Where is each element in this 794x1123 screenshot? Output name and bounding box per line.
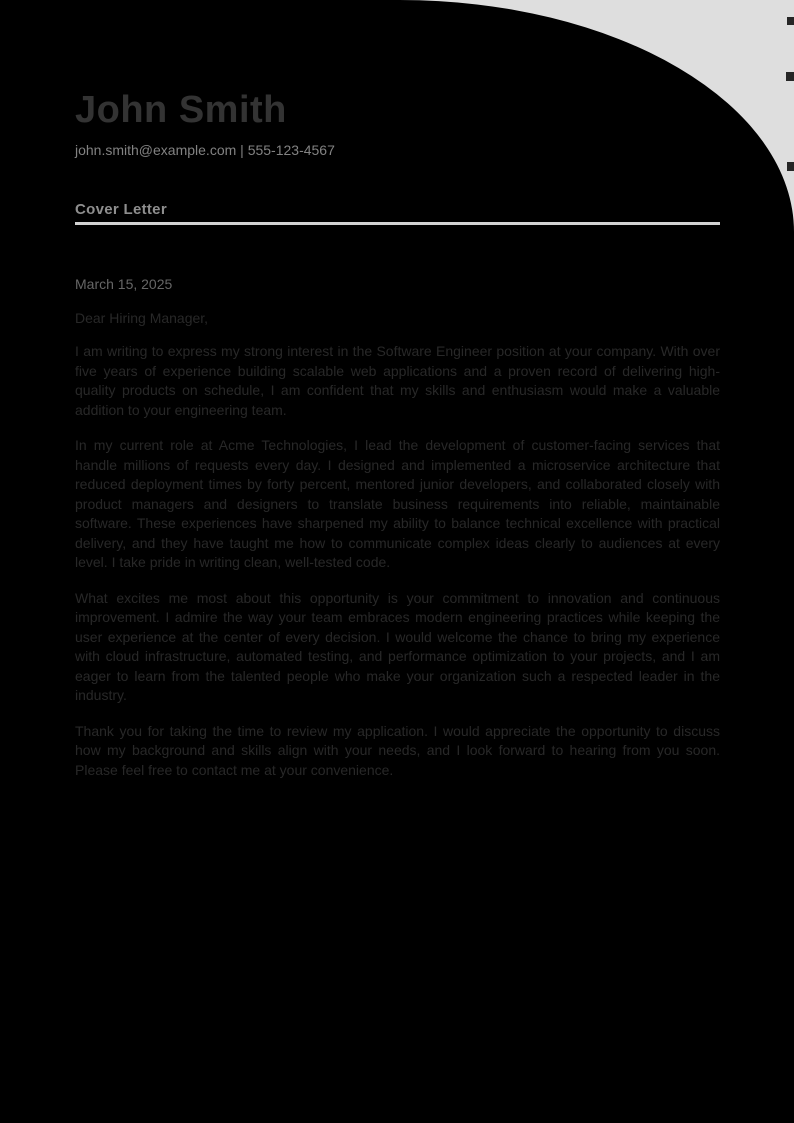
section-heading: Cover Letter bbox=[75, 201, 167, 218]
applicant-name: John Smith bbox=[75, 89, 287, 131]
heading-divider-rule bbox=[75, 222, 720, 225]
letter-paragraph-2: In my current role at Acme Technologies, I lead the development of customer-facing services that handle millions of requests every day. I designed and implemented a microservice architecture that reduced deployment times by forty percent, mentored junior developers, and collaborated closely with product managers and designers to translate business requirements into reliable, maintainable software. These experiences have sharpened my ability to balance technical excellence with practical delivery, and they have taught me how to communicate complex ideas clearly to audiences at every level. I take pride in writing clean, well-tested code. bbox=[75, 437, 720, 570]
letter-date: March 15, 2025 bbox=[75, 276, 173, 292]
letter-paragraph-1: I am writing to express my strong interest in the Software Engineer position at your company. With over five years of experience building scalable web applications and a proven record of delivering high-quality products on schedule, I am confident that my skills and enthusiasm would make a valuable addition to your engineering team. bbox=[75, 343, 720, 418]
salutation: Dear Hiring Manager, bbox=[75, 310, 209, 326]
letter-paragraph-4: Thank you for taking the time to review my application. I would appreciate the opportunity to discuss how my background and skills align with your needs, and I look forward to hearing from you soon. Please feel free to contact me at your convenience. bbox=[75, 722, 720, 778]
letter-paragraph-3: What excites me most about this opportunity is your commitment to innovation and continuous improvement. I admire the way your team embraces modern engineering practices while keeping the user experience at the center of every decision. I would welcome the chance to bring my experience with cloud infrastructure, automated testing, and performance optimization to your projects, and I am eager to learn from the talented people who make your organization such a respected leader in the industry. bbox=[75, 589, 720, 703]
contact-info: john.smith@example.com | 555-123-4567 bbox=[75, 142, 335, 158]
